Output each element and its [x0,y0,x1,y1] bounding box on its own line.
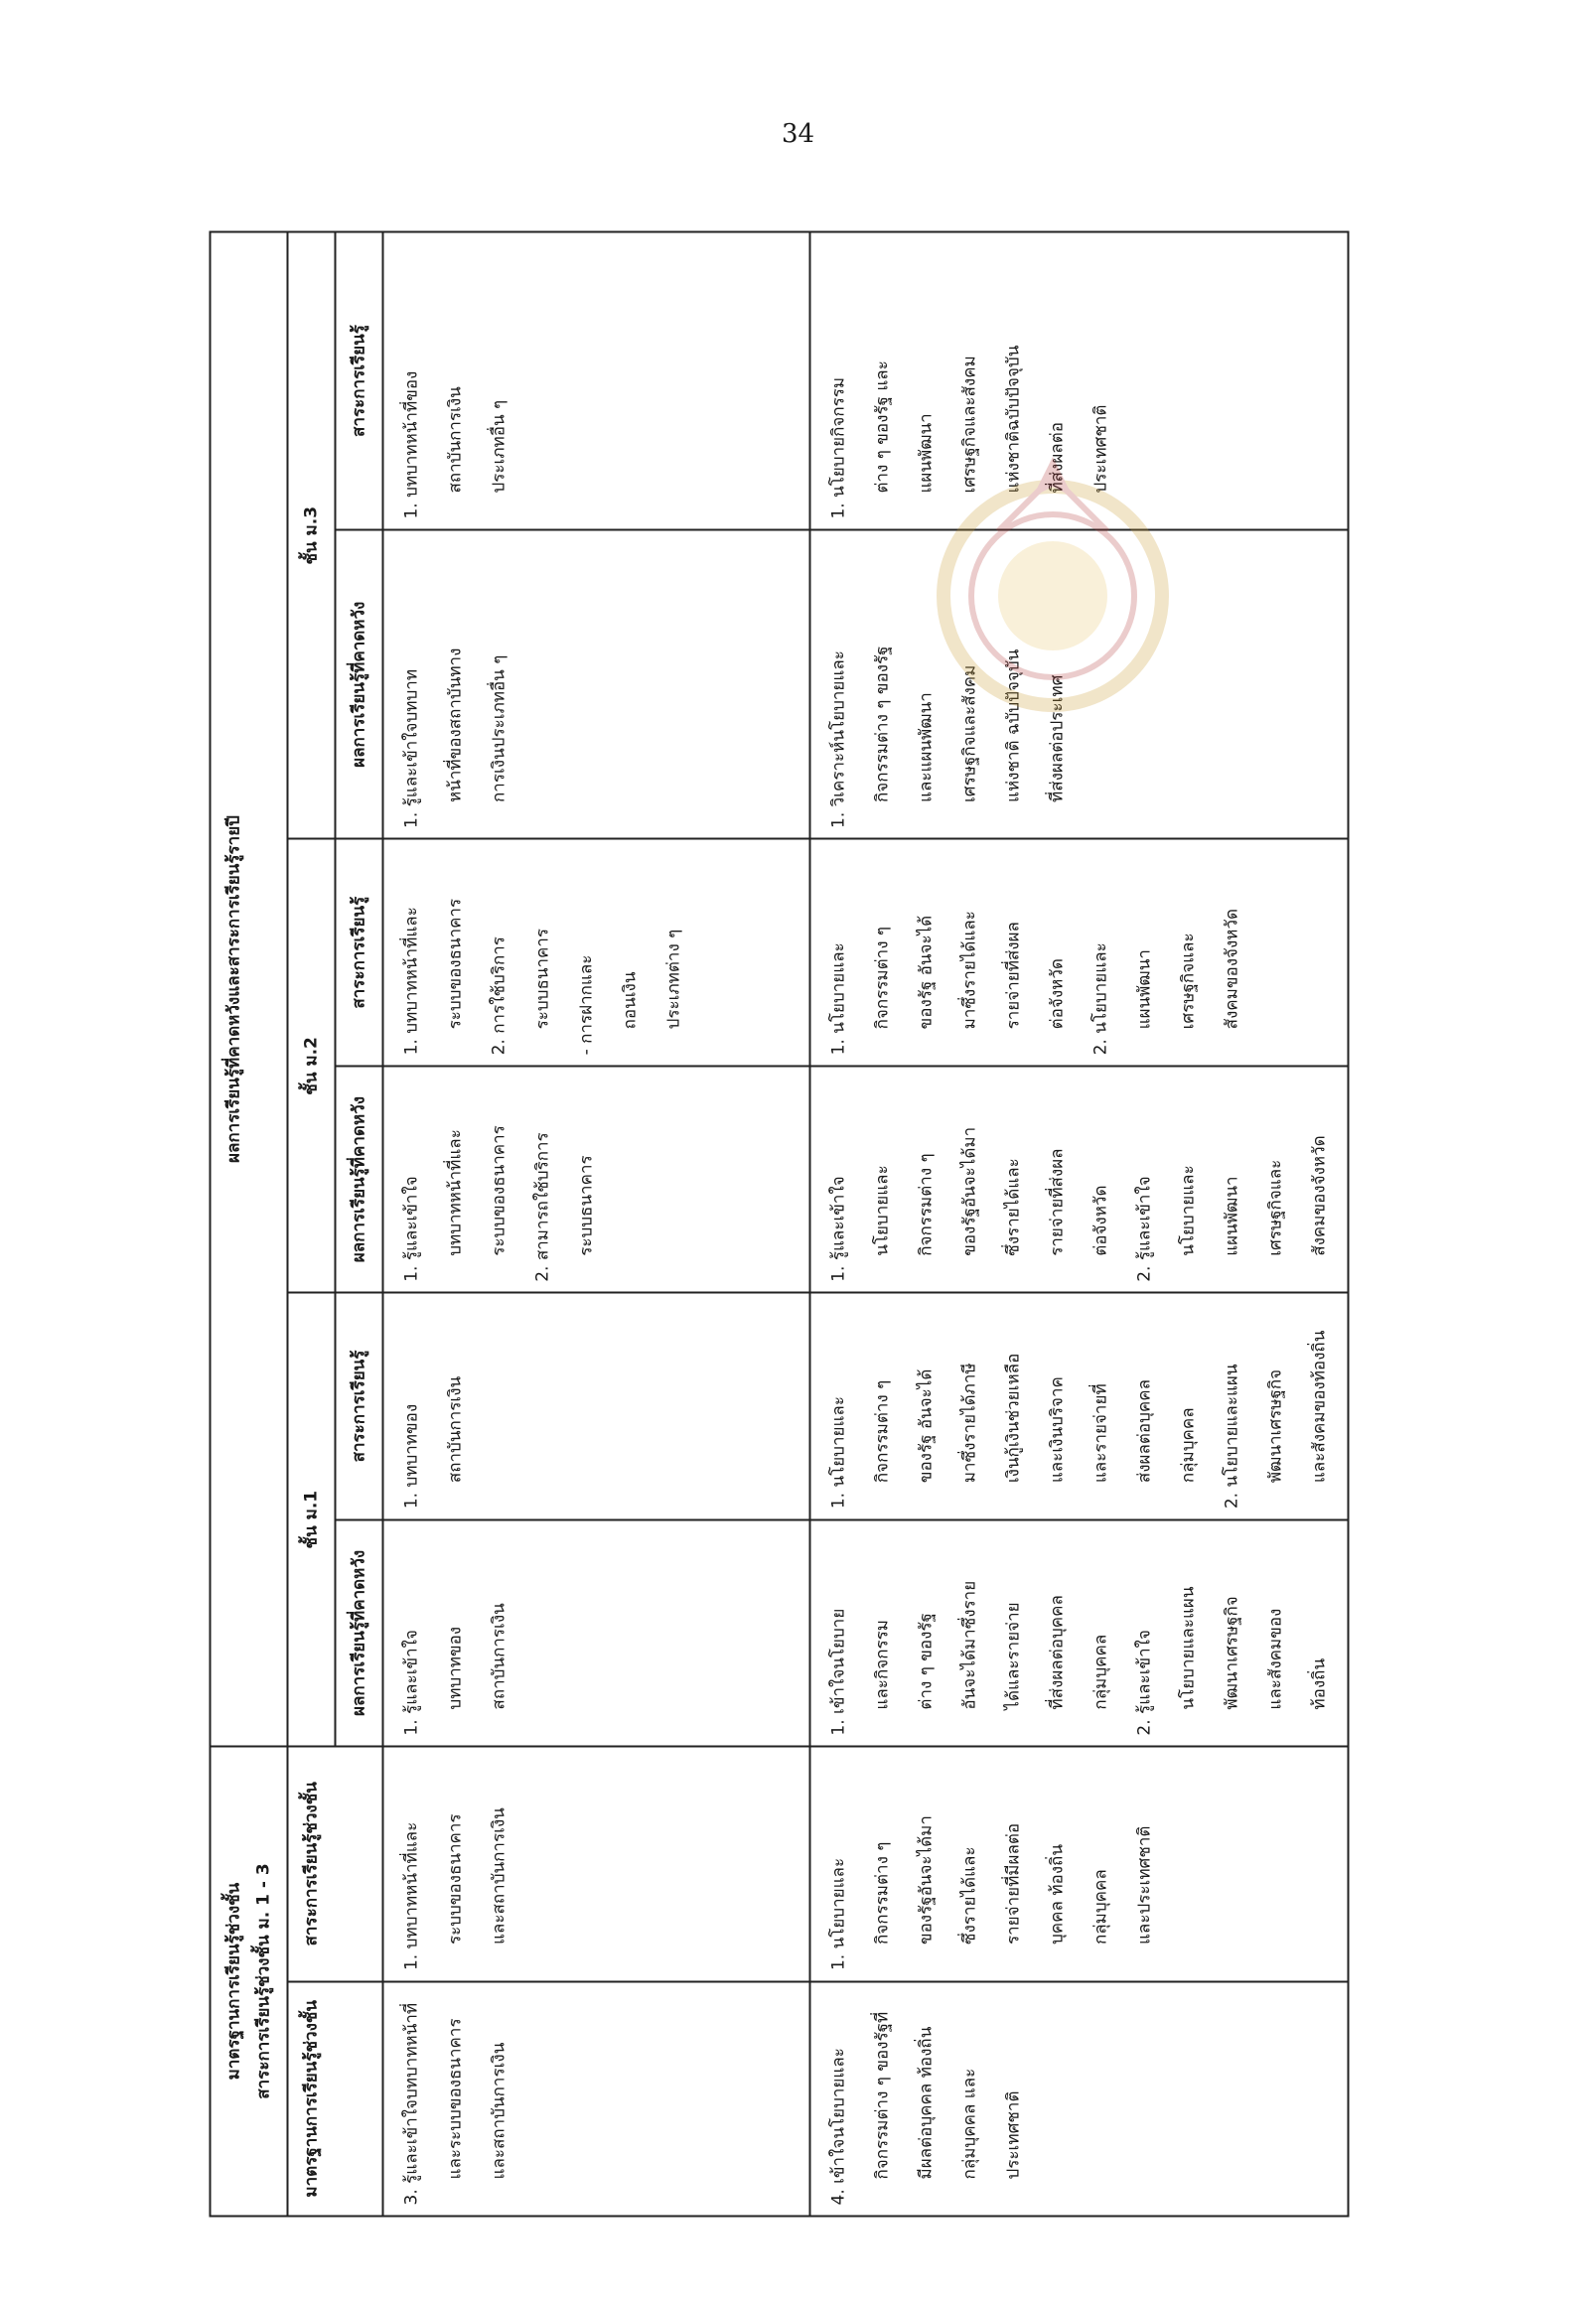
cell-line: หน้าที่ของสถาบันทาง [445,648,466,802]
cell-line: ที่ส่งผลต่อบุคคล [1047,1595,1068,1710]
header-col-content: สาระการเรียนรู้ช่วงชั้น [288,1747,383,1981]
cell-line: แผนพัฒนา [916,413,937,494]
cell-line: ต่าง ๆ ของรัฐ [916,1613,937,1710]
header-col-standard: มาตรฐานการเรียนรู้ช่วงชั้น [288,1981,383,2216]
cell-line: นโยบายและ [872,1165,893,1256]
cell-line: ของรัฐอันจะได้มา [916,1815,937,1945]
cell-line: ถอนเงิน [620,971,641,1030]
cell-line: ที่ส่งผลต่อประเทศ [1047,674,1068,802]
header-standard-group-label: มาตรฐานการเรียนรู้ช่วงชั้น [223,1882,244,2081]
cell-line: ท้องถิ่น [1309,1657,1330,1710]
curriculum-table-frame [210,231,1386,2218]
cell-line: 1. บทบาทของ [401,1403,422,1510]
cell-line: ระบบของธนาคาร [489,1125,509,1256]
cell-line: เศรษฐกิจและ [1178,933,1199,1030]
cell-m1-subject [810,1293,1349,1519]
cell-standard [810,1981,1349,2216]
cell-line: และเงินบริจาค [1047,1376,1068,1484]
cell-line: สถาบันการเงิน [445,386,466,494]
cell-m2-outcome [810,1066,1349,1292]
cell-line: มาซึ่งรายได้ภาษี [959,1363,980,1484]
cell-line: ของรัฐ อันจะได้ [916,1368,937,1484]
cell-line: 1. รู้และเข้าใจบทบาท [401,668,422,828]
cell-line: อันจะได้มาซึ่งราย [959,1580,980,1710]
cell-line: เศรษฐกิจและสังคม [959,664,980,802]
cell-line: กลุ่มบุคคล [1090,1634,1111,1710]
cell-line: 1. เข้าใจนโยบาย [828,1608,849,1736]
cell-line: 1. นโยบายและ [828,942,849,1056]
cell-line: พัฒนาเศรษฐกิจ [1222,1596,1242,1710]
header-m1: ชั้น ม.1 [288,1293,336,1747]
cell-line: เงินกู้เงินช่วยเหลือ [1003,1353,1024,1484]
cell-line: บทบาทของ [445,1626,466,1710]
cell-line: กลุ่มบุคคล และ [959,2068,980,2180]
cell-content [810,1747,1349,1981]
cell-m3-outcome [810,530,1349,839]
cell-line: รายจ่ายที่มีผลต่อ [1003,1822,1024,1945]
cell-line: และประเทศชาติ [1134,1825,1155,1945]
cell-line: และสังคมของ [1265,1608,1286,1710]
cell-line: 2. สามารถใช้บริการ [532,1132,553,1282]
cell-line: 2. นโยบายและแผน [1222,1364,1242,1510]
cell-line: ประเทศชาติ [1003,2090,1024,2180]
cell-line: ต่าง ๆ ของรัฐ และ [872,360,893,494]
cell-line: 2. นโยบายและ [1090,942,1111,1056]
cell-line: 1. บทบาทหน้าที่ของ [401,370,422,519]
cell-line: 2. รู้และเข้าใจ [1134,1630,1155,1736]
header-m1-subject: สาระการเรียนรู้ [336,1293,383,1519]
cell-line: ประเภทต่าง ๆ [663,929,684,1030]
header-m2: ชั้น ม.2 [288,839,336,1293]
cell-line: ต่อจังหวัด [1047,958,1068,1030]
cell-line: การเงินประเภทอื่น ๆ [489,654,509,802]
cell-line: 3. รู้และเข้าใจบทบาทหน้าที่ [401,2002,422,2206]
cell-line: และสถาบันการเงิน [489,2042,509,2180]
cell-line: ซึ่งรายได้และ [959,1846,980,1945]
cell-line: 1. รู้และเข้าใจ [828,1176,849,1282]
cell-line: และรายจ่ายที่ [1090,1383,1111,1484]
cell-line: กิจกรรมต่าง ๆ ของรัฐที่ [872,2011,893,2180]
cell-line: และสังคมของท้องถิ่น [1309,1330,1330,1484]
cell-line: รายจ่ายที่ส่งผล [1003,922,1024,1030]
cell-line: ประเทศชาติ [1090,404,1111,494]
cell-line: ระบบของธนาคาร [445,1813,466,1945]
cell-line: ซึ่งรายได้และ [1003,1158,1024,1256]
cell-m3-subject [383,232,810,530]
cell-line: กลุ่มบุคคล [1178,1407,1199,1484]
cell-line: แผนพัฒนา [1222,1176,1242,1256]
cell-line: 2. รู้และเข้าใจ [1134,1176,1155,1282]
cell-line: 1. บทบาทหน้าที่และ [401,1821,422,1971]
cell-line: แผนพัฒนา [1134,949,1155,1030]
cell-line: และสถาบันการเงิน [489,1807,509,1945]
cell-line: และระบบของธนาคาร [445,2018,466,2180]
cell-line: นโยบายและแผน [1178,1586,1199,1710]
table-row [383,232,810,2217]
header-m1-outcome: ผลการเรียนรู้ที่คาดหวัง [336,1519,383,1746]
cell-line: 1. วิเคราะห์นโยบายและ [828,650,849,828]
cell-line: กิจกรรมต่าง ๆ [872,1379,893,1484]
cell-line: และแผนพัฒนา [916,692,937,802]
cell-line: ของรัฐ อันจะได้ [916,915,937,1030]
cell-content [383,1747,810,1981]
cell-line: ที่ส่งผลต่อ [1047,422,1068,494]
cell-line: นโยบายและ [1178,1165,1199,1256]
cell-line: 1. รู้และเข้าใจ [401,1176,422,1282]
cell-line: เศรษฐกิจและสังคม [959,356,980,494]
cell-line: รายจ่ายที่ส่งผล [1047,1148,1068,1256]
cell-line: - การฝากและ [576,954,597,1056]
header-row-1 [211,232,288,2217]
header-m2-outcome: ผลการเรียนรู้ที่คาดหวัง [336,1066,383,1292]
page-number: 34 [781,119,815,149]
cell-line: 2. การใช้บริการ [489,936,509,1056]
cell-standard [383,1981,810,2216]
cell-m2-outcome [383,1066,810,1292]
cell-line: 1. บทบาทหน้าที่และ [401,907,422,1056]
cell-line: 4. เข้าใจนโยบายและ [828,2048,849,2206]
cell-line: สถาบันการเงิน [445,1375,466,1484]
cell-line: กลุ่มบุคคล [1090,1869,1111,1945]
cell-line: ต่อจังหวัด [1090,1185,1111,1256]
cell-m3-outcome [383,530,810,839]
cell-line: กิจกรรมต่าง ๆ ของรัฐ [872,646,893,802]
cell-line: มาซึ่งรายได้และ [959,911,980,1030]
header-m2-subject: สาระการเรียนรู้ [336,839,383,1066]
cell-line: ประเภทอื่น ๆ [489,399,509,494]
cell-line: พัฒนาเศรษฐกิจ [1265,1368,1286,1484]
cell-m1-subject [383,1293,810,1519]
table-row [810,232,1349,2217]
cell-line: ระบบธนาคาร [532,928,553,1030]
cell-line: ได้และรายจ่าย [1003,1602,1024,1710]
cell-line: ระบบของธนาคาร [445,898,466,1030]
cell-line: สถาบันการเงิน [489,1603,509,1710]
cell-line: 1. นโยบายและ [828,1857,849,1971]
header-standard-group [211,1747,288,2217]
cell-m1-outcome [383,1519,810,1746]
cell-line: แห่งชาติฉบับปัจจุบัน [1003,345,1024,494]
header-m3-outcome: ผลการเรียนรู้ที่คาดหวัง [336,530,383,839]
header-yearly-group: ผลการเรียนรู้ที่คาดหวังและสาระการเรียนรู้รายปี [211,232,288,1747]
cell-line: สังคมของจังหวัด [1309,1135,1330,1256]
cell-line: สังคมของจังหวัด [1222,908,1242,1030]
header-m3-subject: สาระการเรียนรู้ [336,232,383,530]
cell-line: กิจกรรมต่าง ๆ [872,1841,893,1945]
cell-line: เศรษฐกิจและ [1265,1159,1286,1256]
cell-line: บทบาทหน้าที่และ [445,1129,466,1256]
cell-m2-subject [383,839,810,1066]
cell-line: ของรัฐอันจะได้มา [959,1126,980,1256]
header-row-2 [288,232,336,2217]
cell-line: แห่งชาติ ฉบับปัจจุบัน [1003,648,1024,802]
cell-line: กิจกรรมต่าง ๆ [872,926,893,1030]
cell-line: มีผลต่อบุคคล ท้องถิ่น [916,2026,937,2180]
cell-line: ระบบธนาคาร [576,1155,597,1256]
cell-m3-subject [810,232,1349,530]
cell-line: และกิจกรรม [872,1620,893,1710]
cell-line: 1. รู้และเข้าใจ [401,1630,422,1736]
curriculum-table [210,231,1350,2218]
cell-line: บุคคล ท้องถิ่น [1047,1844,1068,1945]
header-m3: ชั้น ม.3 [288,232,336,840]
cell-line: 1. นโยบายกิจกรรม [828,376,849,519]
cell-m1-outcome [810,1519,1349,1746]
cell-m2-subject [810,839,1349,1066]
header-standard-group-sub: สาระการเรียนรู้ช่วงชั้น ม. 1 - 3 [253,1863,274,2099]
cell-line: กิจกรรมต่าง ๆ [916,1153,937,1256]
cell-line: 1. นโยบายและ [828,1396,849,1510]
cell-line: ส่งผลต่อบุคคล [1134,1378,1155,1484]
